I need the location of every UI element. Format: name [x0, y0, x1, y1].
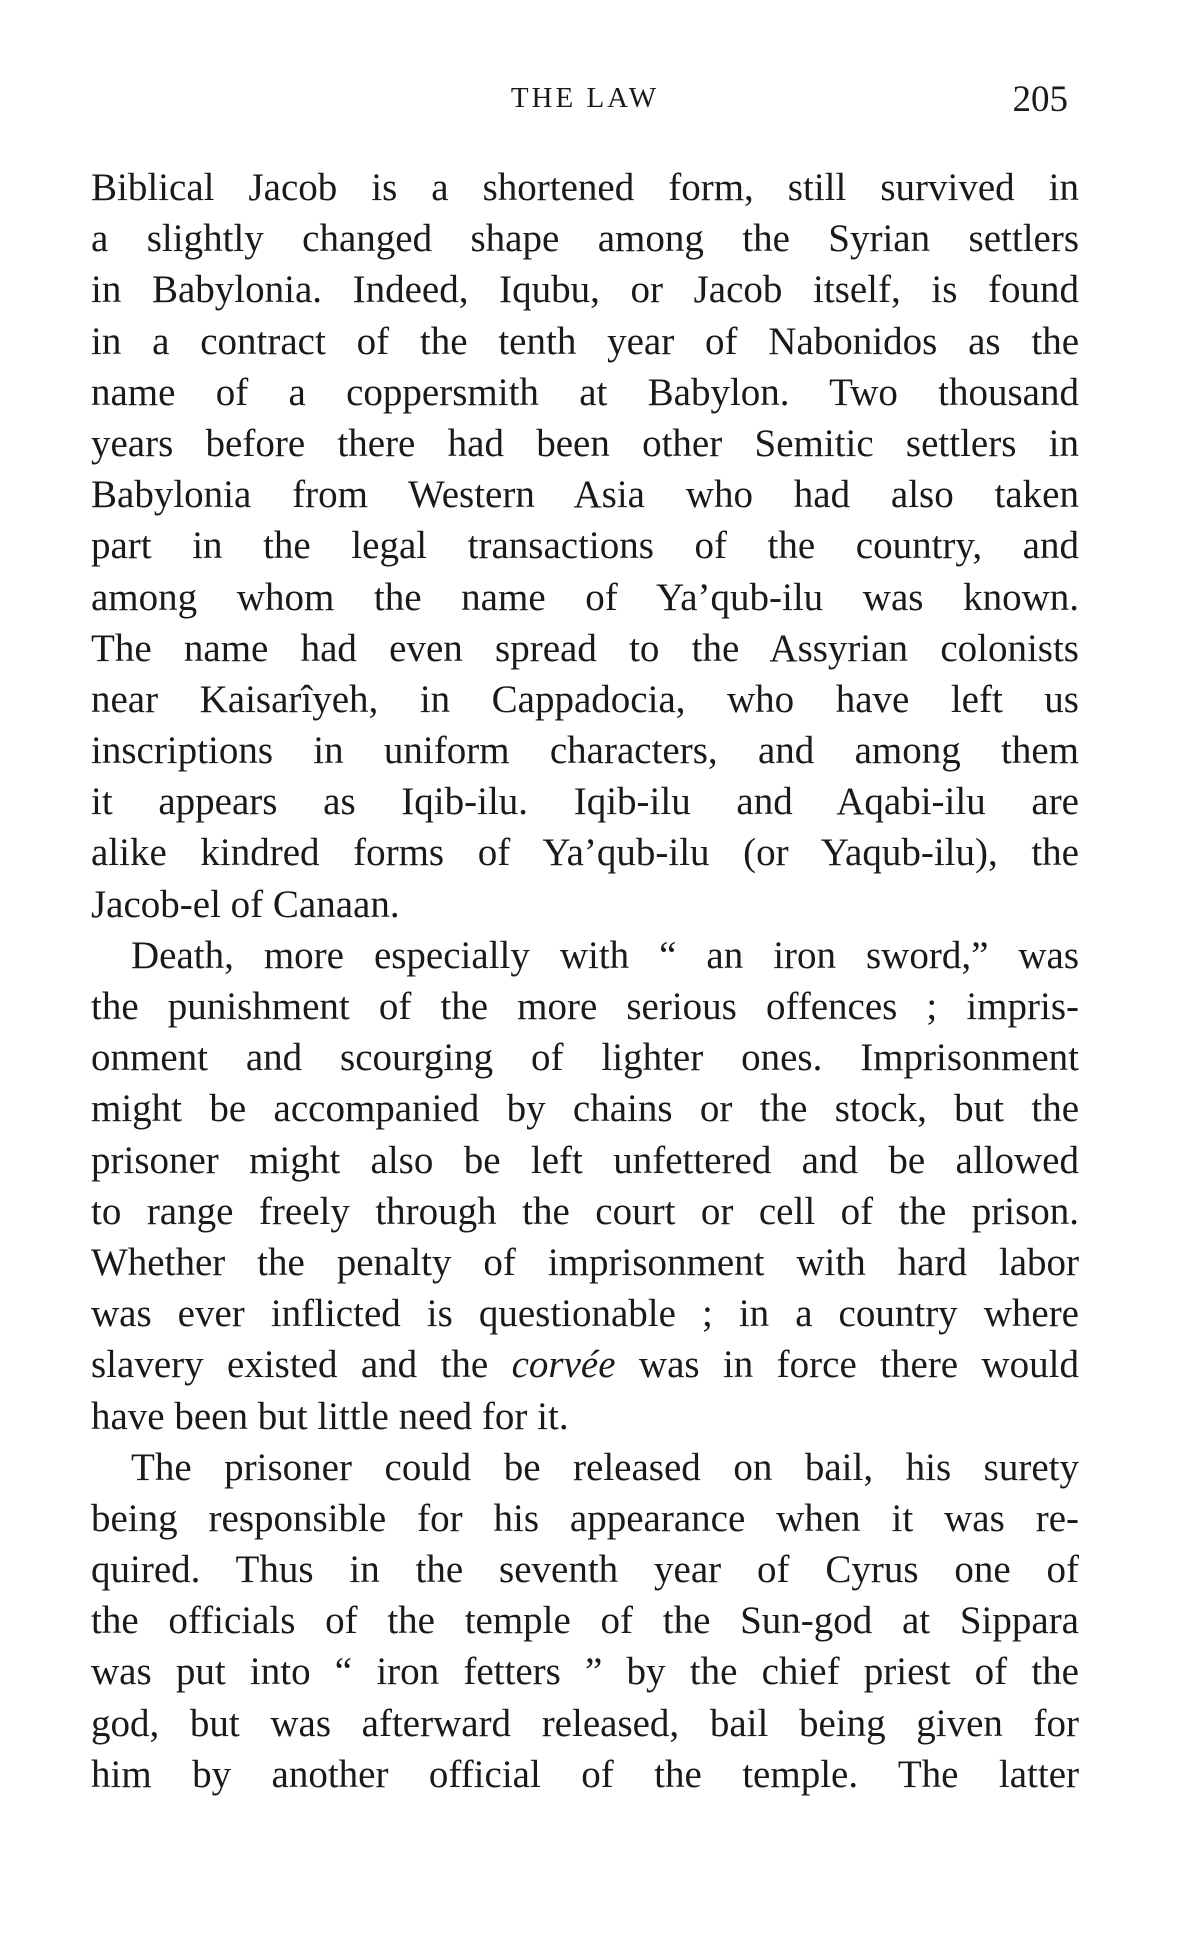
text-line: alike kindred forms of Ya’qub-ilu (or Yaqub-ilu), the: [91, 831, 1079, 875]
text-line: near Kaisarîyeh, in Cappadocia, who have left us: [91, 677, 1079, 721]
text-line: being responsible for his appearance when it was re-: [91, 1496, 1079, 1540]
text-line: a slightly changed shape among the Syrian settlers: [91, 217, 1079, 261]
text-line: inscriptions in uniform characters, and among them: [91, 729, 1079, 773]
paragraph-1: [91, 162, 1079, 930]
text-line: in a contract of the tenth year of Nabonidos as the: [91, 319, 1079, 363]
text-line: in Babylonia. Indeed, Iqubu, or Jacob itself, is found: [91, 268, 1079, 312]
text-line: Biblical Jacob is a shortened form, still survived in: [91, 166, 1079, 209]
text-line: among whom the name of Ya’qub-ilu was known.: [91, 575, 1079, 619]
text-line: was put into “ iron fetters ” by the chief priest of the: [91, 1650, 1079, 1694]
text-line: quired. Thus in the seventh year of Cyrus one of: [91, 1548, 1079, 1592]
text-line: The name had even spread to the Assyrian colonists: [91, 626, 1079, 670]
text-line: Whether the penalty of imprisonment with hard labor: [91, 1240, 1079, 1284]
page-body: [91, 162, 1079, 1800]
text-line: have been but little need for it.: [91, 1394, 569, 1438]
paragraph-3: [91, 1442, 1079, 1800]
text-line: Babylonia from Western Asia who had also taken: [91, 473, 1079, 517]
text-line: it appears as Iqib-ilu. Iqib-ilu and Aqabi-ilu are: [91, 780, 1079, 824]
text-line: the punishment of the more serious offences ; impris-: [91, 985, 1079, 1028]
text-line: was ever inflicted is questionable ; in a country where: [91, 1292, 1079, 1336]
text-line: the officials of the temple of the Sun-god at Sippara: [91, 1599, 1079, 1643]
text-line: prisoner might also be left unfettered and be allowed: [91, 1138, 1079, 1182]
text-line: him by another official of the temple. The latter: [91, 1752, 1079, 1796]
text-line: part in the legal transactions of the country, and: [91, 524, 1079, 568]
text-line: years before there had been other Semitic settlers in: [91, 421, 1079, 465]
text-line: Death, more especially with “ an iron sword,” was: [131, 933, 1079, 977]
text-line: [91, 1339, 1079, 1390]
text-run: slavery existed and the: [91, 1343, 512, 1387]
running-title: THE LAW: [510, 82, 660, 114]
text-run: was in force there would: [615, 1343, 1080, 1387]
page-number: 205: [1012, 79, 1068, 120]
italic-term: corvée: [511, 1343, 616, 1387]
text-line: The prisoner could be released on bail, his surety: [131, 1445, 1079, 1489]
page-header: [90, 78, 1080, 128]
text-line: name of a coppersmith at Babylon. Two thousand: [91, 370, 1079, 414]
paragraph-2: [91, 930, 1079, 1442]
text-line: Jacob-el of Canaan.: [91, 882, 400, 926]
text-line: to range freely through the court or cell of the prison.: [91, 1189, 1079, 1233]
text-line: god, but was afterward released, bail being given for: [91, 1701, 1079, 1745]
text-line: might be accompanied by chains or the stock, but the: [91, 1087, 1079, 1131]
text-line: onment and scourging of lighter ones. Imprisonment: [91, 1036, 1079, 1080]
